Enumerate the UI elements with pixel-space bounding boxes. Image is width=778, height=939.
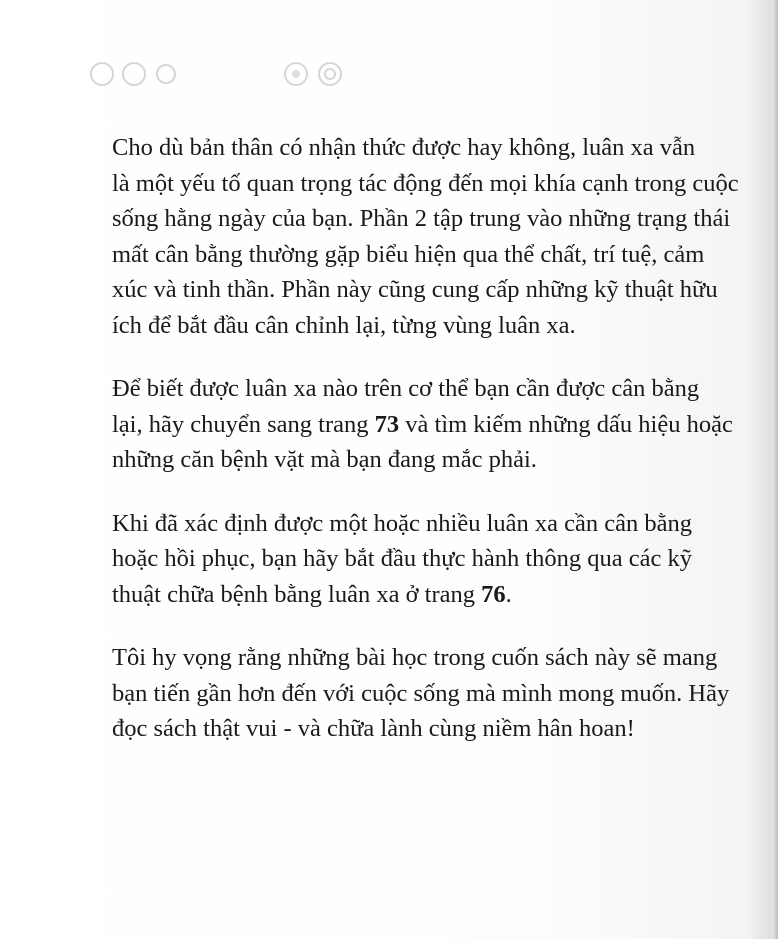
- text-line: Khi đã xác định được một hoặc nhiều luân xa cần cân bằng: [112, 509, 693, 537]
- text-line: Tôi hy vọng rằng những bài học trong cuốn sách này sẽ mang: [112, 644, 718, 671]
- decorative-ornament-icon: [86, 58, 366, 90]
- text-segment: lại, hãy chuyển sang trang: [112, 410, 375, 438]
- text-line: những căn bệnh vặt mà bạn đang mắc phải.: [112, 446, 537, 473]
- text-line: sống hằng ngày của bạn. Phần 2 tập trung vào những trạng thái: [112, 205, 731, 232]
- text-line: Để biết được luân xa nào trên cơ thể bạn cần được cân bằng: [112, 375, 700, 402]
- text-line: là một yếu tố quan trọng tác động đến mọi khía cạnh trong cuộc: [112, 169, 739, 197]
- body-text: [112, 130, 752, 775]
- text-line: Cho dù bản thân có nhận thức được hay không, luân xa vẫn: [112, 134, 696, 161]
- paragraph-1: [112, 130, 752, 343]
- text-line: mất cân bằng thường gặp biểu hiện qua thể chất, trí tuệ, cảm: [112, 240, 705, 268]
- text-line: hoặc hồi phục, bạn hãy bắt đầu thực hành thông qua các kỹ: [112, 545, 692, 572]
- page-reference: 76: [481, 580, 506, 608]
- paragraph-3: [112, 506, 752, 613]
- text-line: [112, 407, 752, 443]
- text-segment: và tìm kiếm những dấu hiệu hoặc: [399, 410, 733, 438]
- text-line: [112, 577, 752, 613]
- text-segment: .: [505, 580, 512, 608]
- text-line: đọc sách thật vui - và chữa lành cùng niềm hân hoan!: [112, 715, 635, 742]
- text-line: ích để bắt đầu cân chỉnh lại, từng vùng luân xa.: [112, 311, 576, 339]
- page-reference: 73: [374, 410, 400, 438]
- paragraph-2: [112, 371, 752, 478]
- paragraph-4: [112, 640, 752, 747]
- page-edge-shadow: [772, 0, 778, 939]
- text-line: xúc và tinh thần. Phần này cũng cung cấp những kỹ thuật hữu: [112, 276, 718, 303]
- text-line: bạn tiến gần hơn đến với cuộc sống mà mình mong muốn. Hãy: [112, 679, 730, 707]
- text-segment: thuật chữa bệnh bằng luân xa ở trang: [112, 580, 482, 608]
